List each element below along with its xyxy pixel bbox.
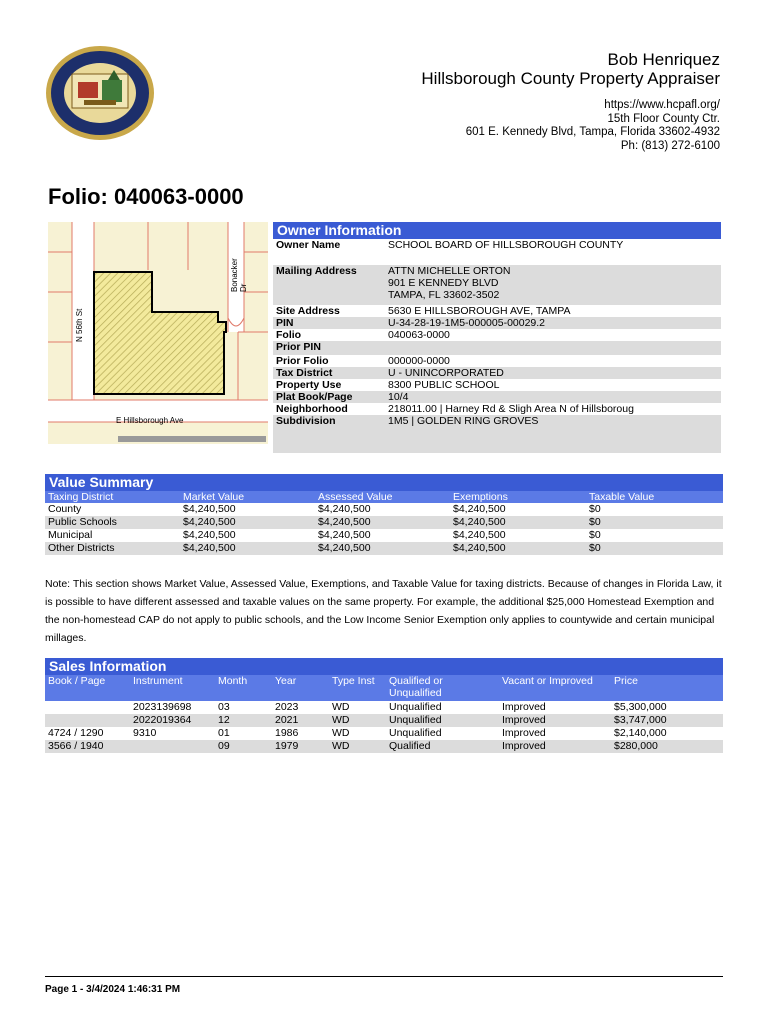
street-label-n-56th: N 56th St xyxy=(75,308,84,342)
street-label-bonacker: Bonacker Dr xyxy=(230,258,248,292)
page-footer: Page 1 - 3/4/2024 1:46:31 PM xyxy=(45,984,181,995)
column-header: Vacant or Improved xyxy=(499,675,611,701)
table-cell: Improved xyxy=(502,727,546,739)
table-cell: Unqualified xyxy=(389,701,442,713)
table-cell: $4,240,500 xyxy=(450,516,586,529)
table-cell: Municipal xyxy=(48,529,93,541)
owner-row xyxy=(273,403,721,415)
table-cell: County xyxy=(48,503,82,515)
owner-value: 000000-0000 xyxy=(388,355,450,367)
table-cell xyxy=(45,714,130,727)
table-cell: $4,240,500 xyxy=(453,529,506,541)
table-cell[interactable]: 2022019364 xyxy=(130,714,215,727)
table-cell: $4,240,500 xyxy=(315,542,450,555)
owner-row xyxy=(273,317,721,329)
table-cell: $4,240,500 xyxy=(183,503,236,515)
table-cell: $2,140,000 xyxy=(614,727,667,739)
page-title: Folio: 040063-0000 xyxy=(48,184,244,209)
column-header: Market Value xyxy=(180,491,315,503)
column-header: Instrument xyxy=(130,675,215,701)
table-row xyxy=(45,701,723,714)
table-cell: $4,240,500 xyxy=(180,542,315,555)
table-cell: WD xyxy=(332,727,350,739)
column-header: Price xyxy=(611,675,723,701)
sales-table xyxy=(45,675,723,753)
value-summary-table xyxy=(45,491,723,555)
table-cell: $0 xyxy=(586,542,723,555)
table-cell: $280,000 xyxy=(611,740,723,753)
table-cell: 2023 xyxy=(275,701,299,713)
owner-key: Mailing Address xyxy=(273,265,385,305)
owner-value: 5630 E HILLSBOROUGH AVE, TAMPA xyxy=(388,305,571,317)
table-cell[interactable]: 4724 / 1290 xyxy=(48,727,104,739)
table-cell: $4,240,500 xyxy=(318,529,371,541)
owner-value xyxy=(385,265,721,305)
value-summary-title: Value Summary xyxy=(45,474,723,491)
owner-row xyxy=(273,415,721,453)
table-row xyxy=(45,503,723,516)
mailing-line-1: ATTN MICHELLE ORTON xyxy=(388,265,511,277)
table-cell: Improved xyxy=(499,714,611,727)
table-cell: Improved xyxy=(502,701,546,713)
table-cell: 2021 xyxy=(272,714,329,727)
sales-information-title: Sales Information xyxy=(45,658,723,675)
owner-key: Neighborhood xyxy=(276,403,348,415)
table-cell: 1979 xyxy=(272,740,329,753)
owner-row xyxy=(273,391,721,403)
owner-key: PIN xyxy=(273,317,385,329)
owner-value: 040063-0000 xyxy=(388,329,450,341)
parcel-map xyxy=(48,222,268,444)
owner-row xyxy=(273,341,721,355)
owner-value: 10/4 xyxy=(385,391,721,403)
table-cell[interactable]: 2023139698 xyxy=(133,701,192,713)
footer-divider xyxy=(45,976,723,977)
sales-information-section xyxy=(45,658,723,753)
owner-key: Plat Book/Page xyxy=(273,391,385,403)
owner-value: U-34-28-19-1M5-000005-00029.2 xyxy=(385,317,721,329)
table-cell: Unqualified xyxy=(389,727,442,739)
office-address: 601 E. Kennedy Blvd, Tampa, Florida 33602-4932 xyxy=(465,126,720,138)
owner-row xyxy=(273,265,721,305)
table-row xyxy=(45,714,723,727)
table-cell: $4,240,500 xyxy=(318,503,371,515)
table-cell[interactable]: 9310 xyxy=(133,727,157,739)
owner-information-table xyxy=(273,239,721,453)
table-cell: $0 xyxy=(589,503,601,515)
column-header: Year xyxy=(272,675,329,701)
website-link[interactable]: https://www.hcpafl.org/ xyxy=(604,99,720,111)
owner-key: Property Use xyxy=(276,379,342,391)
table-cell: 03 xyxy=(218,701,230,713)
table-cell xyxy=(45,701,130,714)
owner-key: Subdivision xyxy=(273,415,385,453)
column-header: Taxable Value xyxy=(586,491,723,503)
table-cell[interactable]: 3566 / 1940 xyxy=(45,740,130,753)
table-header-row xyxy=(45,491,723,503)
owner-value: U - UNINCORPORATED xyxy=(385,367,721,379)
street-label-hillsborough: E Hillsborough Ave xyxy=(116,416,184,425)
appraiser-header xyxy=(421,50,720,153)
table-cell: $4,240,500 xyxy=(183,529,236,541)
owner-value: SCHOOL BOARD OF HILLSBOROUGH COUNTY xyxy=(388,239,624,251)
owner-row xyxy=(273,305,721,317)
owner-key: Folio xyxy=(276,329,302,341)
table-cell: $4,240,500 xyxy=(453,503,506,515)
column-header: Taxing District xyxy=(45,491,180,503)
owner-information-title: Owner Information xyxy=(273,222,721,239)
owner-row xyxy=(273,329,721,341)
column-header: Type Inst xyxy=(329,675,386,701)
table-cell: Qualified xyxy=(386,740,499,753)
table-row xyxy=(45,529,723,542)
appraiser-org: Hillsborough County Property Appraiser xyxy=(421,69,720,88)
column-header: Month xyxy=(215,675,272,701)
table-cell: $4,240,500 xyxy=(180,516,315,529)
column-header: Exemptions xyxy=(450,491,586,503)
owner-row xyxy=(273,379,721,391)
table-cell: $3,747,000 xyxy=(611,714,723,727)
table-header-row xyxy=(45,675,723,701)
table-cell: WD xyxy=(332,701,350,713)
owner-row xyxy=(273,355,721,367)
table-row xyxy=(45,516,723,529)
table-row xyxy=(45,542,723,555)
owner-key: Site Address xyxy=(276,305,340,317)
owner-value: 8300 PUBLIC SCHOOL xyxy=(388,379,500,391)
table-cell: 1986 xyxy=(275,727,299,739)
property-appraiser-seal-icon xyxy=(44,44,156,142)
owner-key: Prior Folio xyxy=(276,355,329,367)
value-summary-section xyxy=(45,474,723,555)
table-cell: WD xyxy=(329,714,386,727)
owner-value: 218011.00 | Harney Rd & Sligh Area N of Hillsboroug xyxy=(388,403,634,415)
owner-value xyxy=(385,341,721,355)
mailing-line-3: TAMPA, FL 33602-3502 xyxy=(388,289,500,301)
office-phone: Ph: (813) 272-6100 xyxy=(620,139,720,152)
table-cell xyxy=(130,740,215,753)
table-cell: WD xyxy=(329,740,386,753)
contact-block xyxy=(421,99,720,153)
table-cell: Public Schools xyxy=(45,516,180,529)
column-header: Book / Page xyxy=(45,675,130,701)
owner-key: Prior PIN xyxy=(273,341,385,355)
table-row xyxy=(45,740,723,753)
table-cell: 12 xyxy=(215,714,272,727)
office-floor: 15th Floor County Ctr. xyxy=(607,112,720,125)
owner-information-section xyxy=(273,222,721,453)
appraiser-name: Bob Henriquez xyxy=(607,50,720,69)
table-cell: $0 xyxy=(586,516,723,529)
table-cell: 01 xyxy=(218,727,230,739)
owner-key: Tax District xyxy=(273,367,385,379)
column-header: Qualified or Unqualified xyxy=(386,675,499,701)
table-cell: $5,300,000 xyxy=(614,701,667,713)
table-cell: $4,240,500 xyxy=(315,516,450,529)
table-cell: $4,240,500 xyxy=(450,542,586,555)
table-cell: $0 xyxy=(589,529,601,541)
table-cell: Unqualified xyxy=(386,714,499,727)
owner-row xyxy=(273,239,721,265)
table-cell: 09 xyxy=(215,740,272,753)
owner-row xyxy=(273,367,721,379)
table-cell: Improved xyxy=(499,740,611,753)
value-note: Note: This section shows Market Value, Assessed Value, Exemptions, and Taxable Value for taxing districts. Because of changes in Florida Law, it is possible to have different assessed and taxable values on the same property. For example, the additional $25,000 Homestead Exemption and the non-homestead CAP do not apply to public schools, and the Low Income Senior Exemption only applies to countywide and certain municipal millages. xyxy=(45,578,722,644)
owner-value: 1M5 | GOLDEN RING GROVES xyxy=(385,415,721,453)
mailing-line-2: 901 E KENNEDY BLVD xyxy=(388,277,499,289)
column-header: Assessed Value xyxy=(315,491,450,503)
owner-key: Owner Name xyxy=(276,239,341,251)
table-row xyxy=(45,727,723,740)
table-cell: Other Districts xyxy=(45,542,180,555)
